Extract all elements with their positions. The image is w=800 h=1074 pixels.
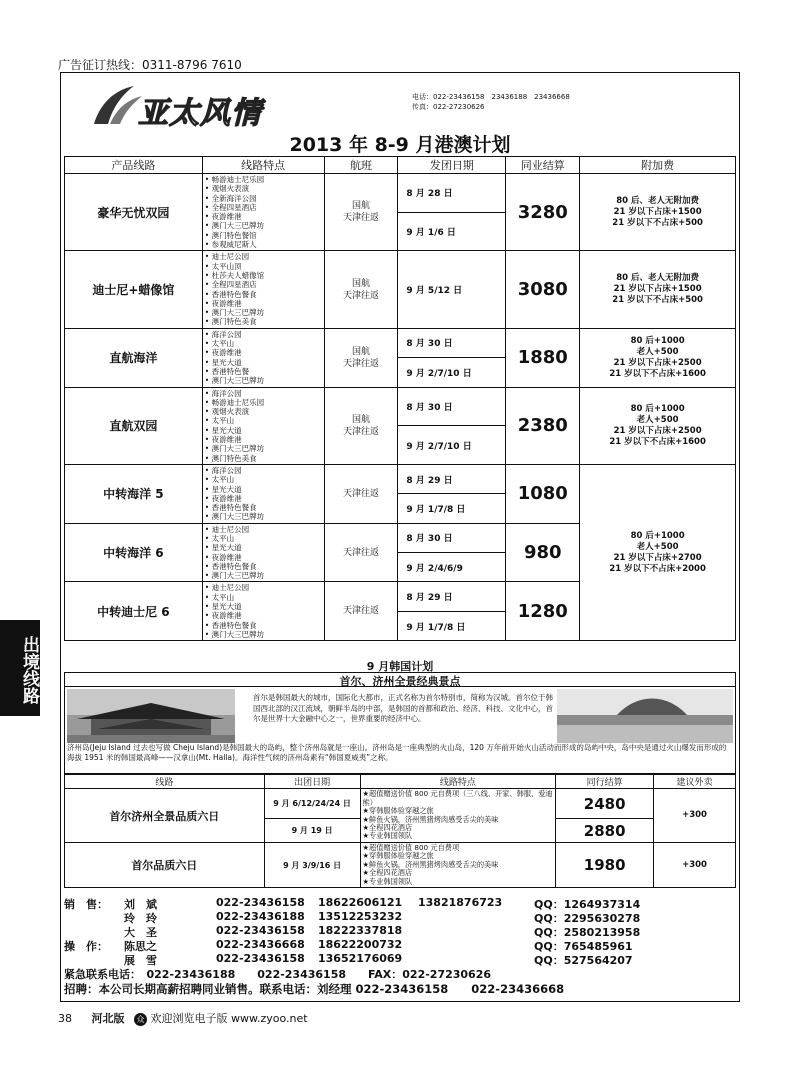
feature-item: • 星光大道 [205,602,322,611]
feature-item: • 香港特色餐 [205,367,322,376]
brand-circle-icon: 众 [134,1013,147,1026]
feature-item: • 澳门大三巴牌坊 [205,512,322,521]
feature-item: • 畅游迪士尼乐园 [205,398,322,407]
surcharge-line: 21 岁以下不占床+500 [612,295,703,306]
feature-item: • 夜游维港 [205,553,322,562]
feature-item: ★ 专业韩国领队 [363,878,554,886]
feature-item: • 全程四星酒店 [205,280,322,289]
route-row [65,387,736,426]
contact-name: 刘 斌 [124,898,157,911]
feature-item: • 香港特色餐食 [205,290,322,299]
route-row [65,251,736,328]
feature-item: • 澳门大三巴牌坊 [205,630,322,639]
route-features [202,251,324,328]
seoul-intro: 首尔是韩国最大的城市，国际化大都市，正式名称为首尔特别市，简称为汉城。首尔位于韩国西北部的汉江流域，朝鲜半岛的中部，是韩国的首都和政治、经济、科技、文化中心，首尔是世界十大金融中心之一，世界重要的经济中心。 [253,693,553,723]
surcharge-line: 老人+500 [636,414,679,425]
feature-item: ★ 全程四花酒店 [363,824,554,832]
surcharge-info [580,464,736,640]
departure-date: 9 月 1/7/8 日 [398,611,506,640]
surcharge-line: 21 岁以下不占床+2000 [609,563,706,574]
korea-route-row [65,789,736,819]
route-name: 首尔品质六日 [65,843,265,888]
surcharge-info [580,174,736,251]
brand-logo [90,84,320,131]
departure-date: 8 月 30 日 [398,387,506,426]
route-row [65,464,736,493]
column-header: 同业结算 [506,157,580,174]
brand-name: 亚太风情 [138,96,262,131]
korea-table-header [65,775,736,789]
departure-date: 9 月 1/7/8 日 [398,494,506,523]
flight-line: 国航 [351,278,370,289]
trade-price: 1980 [556,843,654,888]
feature-item: • 观烟火表演 [205,407,322,416]
column-header: 发团日期 [398,157,506,174]
flight-info [324,251,398,328]
edition-label: 河北版 [91,1012,125,1025]
flight-line: 天津往返 [342,488,379,499]
contact-qq[interactable]: QQ：2580213958 [534,926,641,939]
route-features [202,387,324,464]
contact-mobile[interactable]: 13652176069 [318,952,403,965]
feature-item: • 澳门大三巴牌坊 [205,444,322,453]
feature-item: • 澳门特色美食 [205,454,322,463]
route-features [202,174,324,251]
hk-macau-plan-table [64,156,736,641]
trade-price: 1880 [506,328,580,387]
feature-item: • 星光大道 [205,358,322,367]
feature-item: • 畅游迪士尼乐园 [205,175,322,184]
contact-qq[interactable]: QQ：2295630278 [534,912,641,925]
flight-info [324,174,398,251]
route-features [202,582,324,641]
departure-date: 9 月 2/7/10 日 [398,426,506,465]
contact-name: 大 圣 [124,926,157,939]
contact-tel[interactable]: 022-23436158 [216,896,305,909]
feature-item: • 全新海洋公园 [205,194,322,203]
contact-tel[interactable]: 022-23436158 [216,924,305,937]
column-header: 线路特点 [360,775,556,789]
surcharge-line: 老人+500 [636,541,679,552]
route-name: 中转海洋 6 [65,523,203,582]
plan-title: 2013 年 8-9 月港澳计划 [289,134,511,156]
flight-info [324,328,398,387]
route-name: 迪士尼+蜡像馆 [65,251,203,328]
surcharge-line: 21 岁以下占床+1500 [613,206,702,217]
surcharge-line: 21 岁以下占床+2700 [613,552,702,563]
korea-plan-table [64,774,736,888]
contact-mobile[interactable]: 18222337818 [318,924,403,937]
contact-mobile[interactable]: 18622606121 [318,896,403,909]
brand-fax: 传真：022-27230626 [412,103,485,111]
contact-name: 玲 玲 [124,912,157,925]
feature-item: • 星光大道 [205,543,322,552]
flight-info [324,523,398,582]
feature-item: • 澳门大三巴牌坊 [205,571,322,580]
contact-tel[interactable]: 022-23436668 [216,938,305,951]
flight-line: 天津往返 [342,606,379,617]
feature-item: • 海洋公园 [205,389,322,398]
hk-table-header [65,157,736,174]
feature-item: • 太平山 [205,339,322,348]
surcharge-line: 21 岁以下不占床+1600 [609,436,706,447]
brand-contact [412,92,570,112]
surcharge-line: 80 后+1000 [630,335,685,346]
flight-line: 天津往返 [342,426,379,437]
route-name: 直航双园 [65,387,203,464]
feature-item: • 香港特色餐食 [205,562,322,571]
departure-date: 9 月 1/6 日 [398,212,506,251]
feature-item: ★ 穿韩服体验穿越之旅 [363,807,554,815]
contact-row [64,896,736,910]
route-row [65,328,736,357]
feature-item: • 太平山顶 [205,262,322,271]
feature-item: • 全程四星酒店 [205,203,322,212]
contact-row [64,924,736,938]
flight-info [324,464,398,523]
contact-row [64,910,736,924]
feature-item: • 夜游维港 [205,299,322,308]
feature-item: • 观烟火表演 [205,184,322,193]
feature-item: ★ 超值赠送价值 800 元自费项 [363,844,554,852]
contact-tel[interactable]: 022-23436188 [216,910,305,923]
route-row [65,174,736,213]
departure-date: 9 月 2/4/6/9 [398,553,506,582]
feature-item: • 香港特色餐食 [205,503,322,512]
feature-item: ★ 超值赠送价值 800 元自费项（三八线、开家、韩服、爱迪熊） [363,790,554,807]
feature-item: • 迪士尼公园 [205,252,322,261]
route-features [202,328,324,387]
surcharge-line: 21 岁以下不占床+500 [612,217,703,228]
contact-qq[interactable]: QQ：1264937314 [534,898,641,911]
feature-item: • 海洋公园 [205,330,322,339]
surcharge-info [580,328,736,387]
trade-price: 2880 [556,819,654,843]
recruit-notice: 招聘：本公司长期高薪招聘同业销售。联系电话：刘经理 022-23436158 022-23436668 [64,982,565,996]
contact-mobile[interactable]: 18622200732 [318,938,403,951]
contact-name: 展 雪 [124,954,157,967]
contact-mobile2[interactable]: 13821876723 [418,896,503,909]
flight-line: 国航 [351,414,370,425]
departure-date: 8 月 30 日 [398,523,506,552]
trade-price: 2380 [506,387,580,464]
emergency-contact: 紧急联系电话： 022-23436188 022-23436158 FAX：022-27230626 [64,968,492,981]
korea-plan-title: 9 月韩国计划 [366,660,434,673]
contact-qq[interactable]: QQ：527564207 [534,954,633,967]
surcharge-info [580,387,736,464]
flight-info [324,582,398,641]
departure-date: 9 月 5/12 日 [398,251,506,328]
contact-row [64,938,736,952]
route-name: 中转迪士尼 6 [65,582,203,641]
departure-date: 8 月 28 日 [398,174,506,213]
departure-date: 9 月 6/12/24/24 日 [264,789,360,819]
feature-item: ★ 鲜鱼火锅，济州黑猪烤肉感受舌尖的美味 [363,816,554,824]
feature-item: ★ 专业韩国领队 [363,832,554,840]
surcharge-line: 21 岁以下占床+1500 [613,284,702,295]
feature-item: • 夜游维港 [205,435,322,444]
page-footer [58,1010,308,1026]
trade-price: 1280 [506,582,580,641]
feature-item: • 夜游维港 [205,494,322,503]
contact-role: 销 售： [64,898,108,911]
feature-item: • 参观威尼斯人 [205,240,322,249]
feature-item: • 海洋公园 [205,466,322,475]
feature-item: • 澳门特色餐馆 [205,231,322,240]
flight-line: 天津往返 [342,290,379,301]
jeju-intro: 济州岛(Jeju Island 过去也写做 Cheju Island)是韩国最大的岛屿，整个济州岛就是一座山。济州岛是一座典型的火山岛，120 万年前开始火山活动而形成的岛屿中央，岛中央是通过火山爆发而形成的海拔 1951 米的韩国最高峰——汉拿山(Mt. Halla)。海洋性气候的济州岛素有“韩国夏威夷”之称。 [67,743,733,763]
feature-item: • 杜莎夫人蜡像馆 [205,271,322,280]
route-name: 中转海洋 5 [65,464,203,523]
brand-phone: 电话：022-23436158 23436188 23436668 [412,93,570,101]
feature-item: • 夜游维港 [205,348,322,357]
feature-item: • 太平山 [205,475,322,484]
feature-item: ★ 全程四花酒店 [363,869,554,877]
departure-date: 8 月 30 日 [398,328,506,357]
feature-item: • 夜游维港 [205,611,322,620]
trade-price: 3080 [506,251,580,328]
surcharge-line: 80 后+1000 [630,403,685,414]
route-features [360,843,556,888]
departure-date: 8 月 29 日 [398,582,506,611]
contact-mobile[interactable]: 13512253232 [318,910,403,923]
contact-name: 陈思之 [124,940,157,953]
feature-item: • 太平山 [205,416,322,425]
outbound-routes-tab: 出境线路 [0,620,40,716]
surcharge-line: 80 后、老人无附加费 [616,195,699,206]
suggested-markup: +300 [654,843,736,888]
column-header: 建议外卖 [654,775,736,789]
suggested-markup: +300 [654,789,736,843]
column-header: 出团日期 [264,775,360,789]
trade-price: 980 [506,523,580,582]
surcharge-line: 80 后+1000 [630,530,685,541]
website-note[interactable]: 欢迎浏览电子版 www.zyoo.net [150,1012,308,1025]
trade-price: 2480 [556,789,654,819]
contact-tel[interactable]: 022-23436158 [216,952,305,965]
column-header: 航班 [324,157,398,174]
surcharge-line: 21 岁以下占床+2500 [613,425,702,436]
feature-item: • 迪士尼公园 [205,525,322,534]
departure-date: 9 月 2/7/10 日 [398,358,506,387]
column-header: 线路 [65,775,265,789]
korea-intro-box [64,672,736,774]
column-header: 线路特点 [202,157,324,174]
departure-date: 9 月 3/9/16 日 [264,843,360,888]
korea-subtitle: 首尔、济州全景经典景点 [65,673,735,687]
feature-item: • 星光大道 [205,485,322,494]
page-number: 38 [58,1012,72,1025]
flight-line: 天津往返 [342,547,379,558]
route-features [202,523,324,582]
flight-line: 天津往返 [342,358,379,369]
feature-item: ★ 鲜鱼火锅，济州黑猪烤肉感受舌尖的美味 [363,861,554,869]
departure-date: 8 月 29 日 [398,464,506,493]
flight-line: 国航 [351,201,370,212]
route-name: 豪华无忧双园 [65,174,203,251]
feature-item: • 澳门特色美食 [205,317,322,326]
feature-item: • 星光大道 [205,426,322,435]
trade-price: 3280 [506,174,580,251]
flight-line: 天津往返 [342,213,379,224]
column-header: 产品线路 [65,157,203,174]
route-features [202,464,324,523]
column-header: 同行结算 [556,775,654,789]
surcharge-line: 老人+500 [636,346,679,357]
feature-item: • 澳门大三巴牌坊 [205,221,322,230]
surcharge-line: 80 后、老人无附加费 [616,273,699,284]
column-header: 附加费 [580,157,736,174]
flight-info [324,387,398,464]
contact-qq[interactable]: QQ：765485961 [534,940,633,953]
contact-row [64,952,736,966]
trade-price: 1080 [506,464,580,523]
ad-hotline: 广告征订热线：0311-8796 7610 [58,58,242,72]
feature-item: • 夜游维港 [205,212,322,221]
route-name: 首尔济州全景品质六日 [65,789,265,843]
surcharge-line: 21 岁以下不占床+1600 [609,368,706,379]
flight-line: 国航 [351,346,370,357]
surcharge-line: 21 岁以下占床+2500 [613,357,702,368]
feature-item: • 太平山 [205,593,322,602]
departure-date: 9 月 19 日 [264,819,360,843]
feature-item: ★ 穿韩服体验穿越之旅 [363,852,554,860]
surcharge-info [580,251,736,328]
route-features [360,789,556,843]
feature-item: • 澳门大三巴牌坊 [205,376,322,385]
feature-item: • 香港特色餐食 [205,621,322,630]
contact-role: 操 作： [64,940,108,953]
route-name: 直航海洋 [65,328,203,387]
feature-item: • 迪士尼公园 [205,583,322,592]
feature-item: • 澳门大三巴牌坊 [205,308,322,317]
feature-item: • 太平山 [205,534,322,543]
korea-route-row [65,843,736,888]
